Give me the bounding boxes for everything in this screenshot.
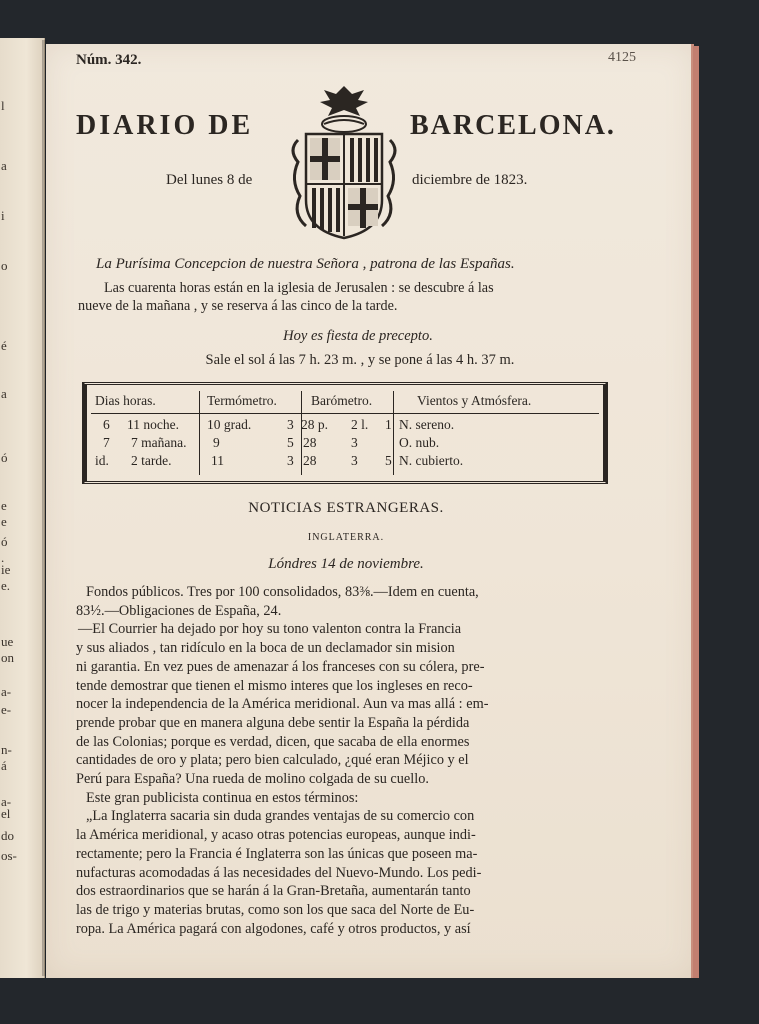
left-page-fragment: a bbox=[1, 158, 7, 173]
cell-barometer-lines: 3 bbox=[351, 453, 358, 468]
article-line: las de trigo y materias brutas, como son los que saca del Norte de Eu- bbox=[76, 901, 475, 918]
cell-barometer-lines: 3 bbox=[351, 435, 358, 450]
left-page-fragment: n- bbox=[1, 742, 12, 757]
article-line: nufacturas acomodadas á las necesidades del Nuevo-Mundo. Los pedi- bbox=[76, 864, 482, 881]
weather-header-row bbox=[87, 393, 603, 411]
article-line: Este gran publicista continua en estos términos: bbox=[86, 789, 359, 806]
weather-row bbox=[87, 453, 603, 471]
article-line: nocer la independencia de la América meridional. Aun va mas allá : em- bbox=[76, 696, 489, 713]
forty-hours-line-1: Las cuarenta horas están en la iglesia de Jerusalen : se descubre á las bbox=[104, 280, 494, 296]
article-line: 83½.—Obligaciones de España, 24. bbox=[76, 602, 282, 619]
left-page-fragment: ó bbox=[1, 534, 8, 549]
cell-wind: O. nub. bbox=[399, 435, 440, 450]
left-page-fragment: e. bbox=[1, 578, 11, 593]
article-line: ropa. La América pagará con algodones, café y otros productos, y así bbox=[76, 920, 471, 937]
left-page-fragment: l bbox=[1, 98, 5, 113]
article-line: Perú para España? Una rueda de molino colgada de su cuello. bbox=[76, 771, 429, 787]
article-line: —El Courrier ha dejado por hoy su tono valenton contra la Francia bbox=[78, 621, 462, 638]
cell-hour: 2 tarde. bbox=[131, 453, 172, 468]
weather-table bbox=[82, 382, 608, 484]
left-page-fragment: on bbox=[1, 650, 14, 665]
cell-thermometer: 10 grad. bbox=[207, 417, 252, 432]
article-line: y sus aliados , tan ridículo en la boca de un declamador sin mision bbox=[76, 640, 455, 657]
cell-hour: 7 mañana. bbox=[131, 435, 187, 450]
dateline: Lóndres 14 de noviembre. bbox=[268, 556, 424, 572]
cell-barometer-inches: 28 bbox=[303, 453, 317, 468]
article-line: Fondos públicos. Tres por 100 consolidados, 83⅜.—Idem en cuenta, bbox=[86, 584, 479, 600]
article-line: prende probar que en manera alguna debe sentir la España la pérdida bbox=[76, 714, 470, 731]
weather-row bbox=[87, 417, 603, 435]
masthead-title-left: DIARIO DE bbox=[76, 110, 254, 141]
cell-day: 7 bbox=[103, 435, 110, 450]
coat-of-arms-icon bbox=[284, 80, 404, 242]
cell-thermometer-fraction: 3 bbox=[287, 417, 294, 432]
cell-thermometer-fraction: 5 bbox=[287, 435, 294, 450]
cell-barometer-inches: 28 p. bbox=[301, 417, 328, 432]
left-page-fragment: ó bbox=[1, 450, 8, 465]
left-page-fragment: e bbox=[1, 514, 7, 529]
date-left: Del lunes 8 de bbox=[166, 172, 253, 188]
cell-hour: 11 noche. bbox=[127, 417, 179, 432]
left-page-fragment: e- bbox=[1, 702, 12, 717]
feast-line: La Purísima Concepcion de nuestra Señora , patrona de las Españas. bbox=[96, 256, 515, 272]
left-page-fragment: i bbox=[1, 208, 5, 223]
article-line: „La Inglaterra sacaria sin duda grandes ventajas de su comercio con bbox=[86, 808, 475, 825]
masthead-title-right: BARCELONA. bbox=[410, 110, 616, 141]
issue-number: Núm. 342. bbox=[76, 52, 142, 68]
cell-barometer-fraction: 5 bbox=[385, 453, 392, 468]
left-page-fragment: do bbox=[1, 828, 14, 843]
cell-barometer-inches: 28 bbox=[303, 435, 317, 450]
country-heading: INGLATERRA. bbox=[307, 532, 385, 543]
left-page-fragment: a- bbox=[1, 684, 12, 699]
article-line: ni garantia. En vez pues de amenazar á los franceses con su cólera, pre- bbox=[76, 658, 485, 675]
page-number: 4125 bbox=[608, 50, 636, 65]
left-page-fragment: el bbox=[1, 806, 11, 821]
header-barometer: Barómetro. bbox=[311, 393, 373, 408]
cell-barometer-fraction: 1 bbox=[385, 417, 392, 432]
header-thermometer: Termómetro. bbox=[207, 393, 277, 408]
left-page-fragment: e bbox=[1, 498, 7, 513]
left-page-fragment: . bbox=[1, 550, 5, 565]
forty-hours-line-2: nueve de la mañana , y se reserva á las cinco de la tarde. bbox=[78, 298, 398, 314]
left-page-fragment: o bbox=[1, 258, 8, 273]
article-line: rectamente; pero la Francia é Inglaterra son las únicas que poseen ma- bbox=[76, 845, 478, 862]
cell-wind: N. cubierto. bbox=[399, 453, 464, 468]
cell-thermometer: 9 bbox=[213, 435, 220, 450]
cell-day: 6 bbox=[103, 417, 110, 432]
cell-barometer-lines: 2 l. bbox=[351, 417, 369, 432]
left-page-fragment: a bbox=[1, 386, 7, 401]
article-line: tende demostrar que tienen el mismo interes que los ingleses en reco- bbox=[76, 677, 473, 694]
article-line: la América meridional, y acaso otras potencias europeas, aunque indi- bbox=[76, 827, 476, 844]
newspaper-page bbox=[46, 44, 694, 978]
weather-row bbox=[87, 435, 603, 453]
cell-thermometer: 11 bbox=[211, 453, 224, 468]
date-right: diciembre de 1823. bbox=[412, 172, 528, 188]
article-line: de las Colonias; porque es verdad, dicen, que sacaba de ella enormes bbox=[76, 733, 470, 750]
left-page-fragment: á bbox=[1, 758, 7, 773]
header-days-hours: Dias horas. bbox=[95, 393, 156, 408]
left-page-fragment: ie bbox=[1, 562, 11, 577]
article-line: dos estraordinarios que se harán á la Gran-Bretaña, aumentarán tanto bbox=[76, 883, 471, 900]
left-page-fragment: os- bbox=[1, 848, 17, 863]
section-title: NOTICIAS ESTRANGERAS. bbox=[248, 500, 444, 516]
header-winds: Vientos y Atmósfera. bbox=[417, 393, 532, 408]
left-page-fragment: a- bbox=[1, 794, 12, 809]
cell-day: id. bbox=[95, 453, 109, 468]
cell-wind: N. sereno. bbox=[399, 417, 455, 432]
holiday-line: Hoy es fiesta de precepto. bbox=[283, 328, 433, 344]
article-line: cantidades de oro y plata; pero bien calculado, ¿qué eran Méjico y el bbox=[76, 752, 469, 769]
sunrise-sunset-line: Sale el sol á las 7 h. 23 m. , y se pone á las 4 h. 37 m. bbox=[205, 352, 515, 368]
previous-page-edge bbox=[0, 38, 45, 978]
left-page-fragment: é bbox=[1, 338, 7, 353]
page-edge bbox=[693, 46, 699, 978]
left-page-fragment: ue bbox=[1, 634, 14, 649]
cell-thermometer-fraction: 3 bbox=[287, 453, 294, 468]
